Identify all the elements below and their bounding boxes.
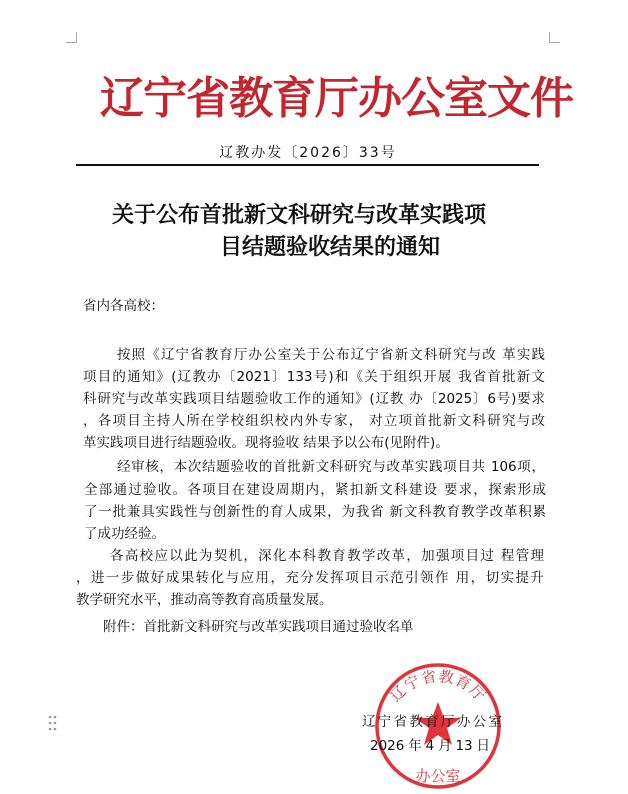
paragraph-2-line: 经审核，本次结题验收的首批新文科研究与改革实践项目共 106项，	[117, 459, 545, 475]
paragraph-1-line: 按照《辽宁省教育厅办公室关于公布辽宁省新文科研究与改 革实践	[117, 347, 545, 363]
paragraph-2-line: 全部通过验收。各项目在建设周期内，紧扣新文科建设 要求，探索形成	[84, 482, 546, 498]
svg-text:辽宁省教育厅	[386, 667, 489, 705]
paragraph-2-line: 了一批兼具实践性与创新性的育人成果，为我省 新文科教育教学改革积累	[84, 504, 546, 520]
paragraph-3-line: 教学研究水平，推动高等教育高质量发展。	[76, 592, 333, 608]
paragraph-1-line: 革实践项目进行结题验收。现将验收 结果予以公布(见附件)。	[83, 435, 449, 451]
paragraph-1-line: ，各项目主持人所在学校组织校内外专家， 对立项首批新文科研究与改	[83, 413, 545, 429]
paragraph-1-line: 项目的通知》(辽教办〔2021〕133号)和《关于组织开展 我省首批新文	[83, 369, 545, 385]
paragraph-3-line: 各高校应以此为契机，深化本科教育教学改革，加强项目过 程管理	[110, 548, 544, 564]
margin-corner-mark-right	[549, 32, 560, 43]
header-divider	[76, 164, 539, 166]
document-number: 辽教办发〔2026〕33号	[219, 145, 397, 161]
notice-heading-line-1: 关于公布首批新文科研究与改革实践项	[112, 202, 487, 228]
attachment-note[interactable]: 附件：首批新文科研究与改革实践项目通过验收名单	[103, 619, 414, 635]
paragraph-1-line: 科研究与改革实践项目结题验收工作的通知》(辽教 办〔2025〕6号)要求	[83, 391, 545, 407]
margin-corner-mark-left	[66, 32, 77, 43]
signature-date: 2026年4月13日	[370, 738, 490, 754]
salutation: 省内各高校：	[83, 298, 164, 314]
notice-heading-line-2: 目结题验收结果的通知	[220, 234, 441, 260]
signature-organization: 辽宁省教育厅办公室	[362, 714, 502, 730]
seal-bottom-text: 办公室	[415, 767, 461, 785]
seal-arc-text: 辽宁省教育厅	[386, 667, 490, 706]
paragraph-2-line: 了成功经验。	[84, 526, 165, 542]
paragraph-3-line: ，进一步做好成果转化与应用，充分发挥项目示范引领作 用，切实提升	[76, 570, 544, 586]
drag-handle-icon[interactable]	[48, 715, 58, 731]
document-red-header: 辽宁省教育厅办公室文件	[100, 73, 573, 124]
